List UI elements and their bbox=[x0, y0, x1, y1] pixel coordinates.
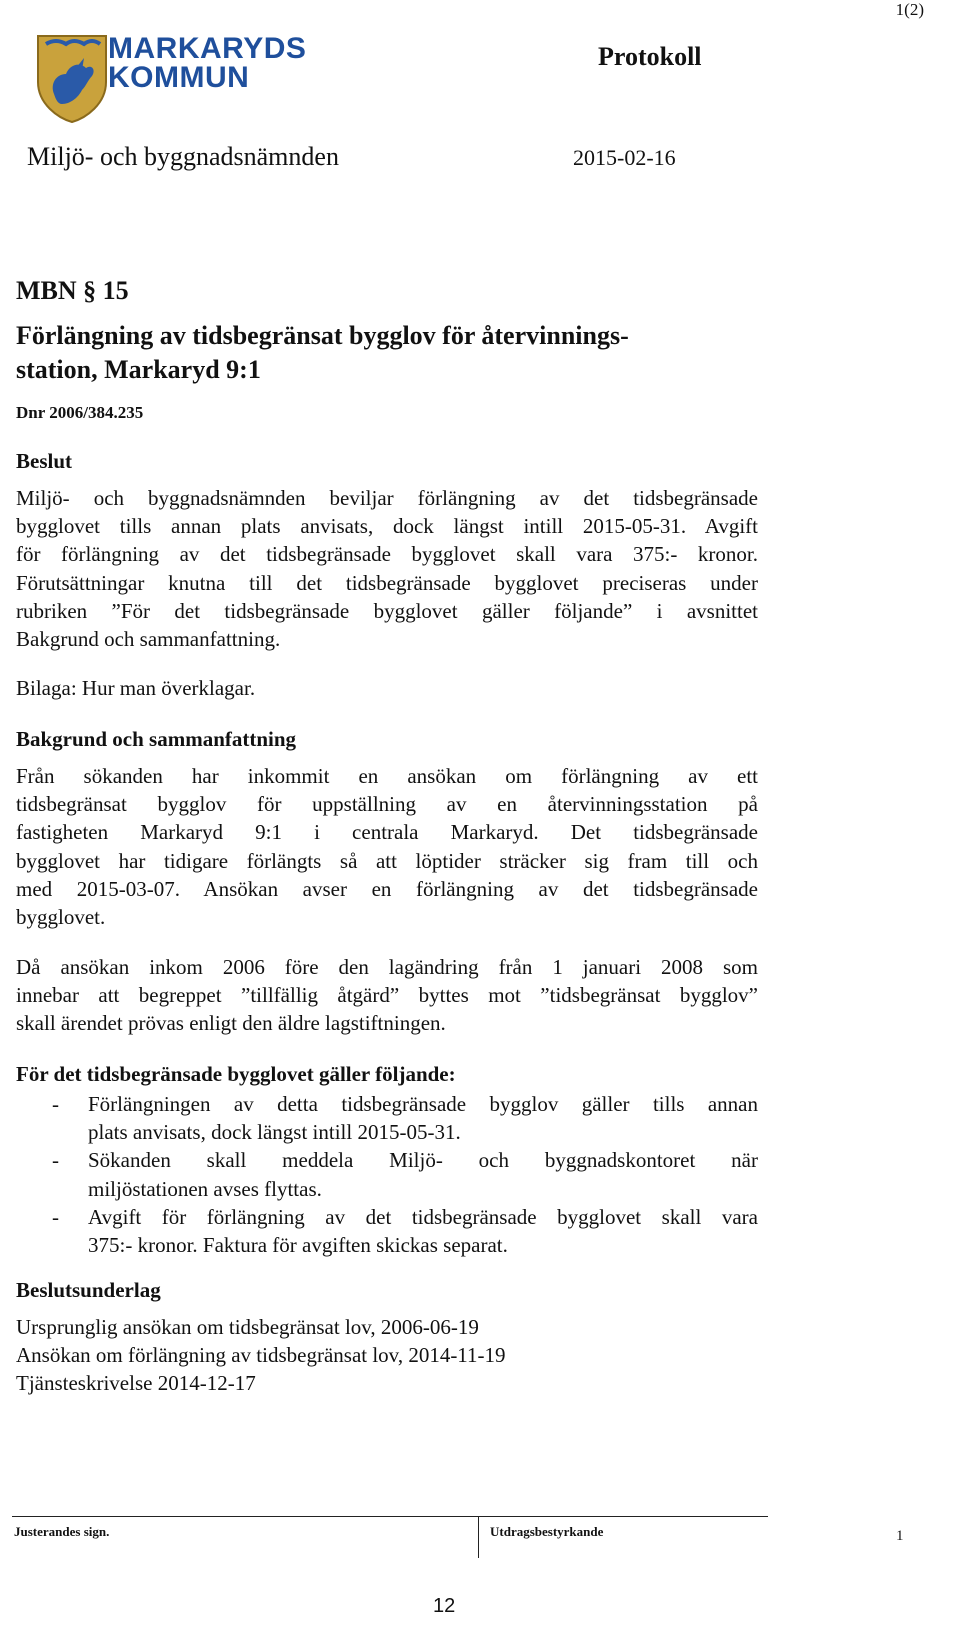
diary-number: Dnr 2006/384.235 bbox=[16, 403, 144, 422]
bakgrund-paragraph-1 bbox=[16, 762, 758, 931]
text-line: bygglovet tills annan plats anvisats, dock längst intill 2015-05-31. Avgift bbox=[16, 514, 758, 539]
footer-vertical-divider bbox=[478, 1516, 479, 1558]
text-line: 375:- kronor. Faktura för avgiften skickas separat. bbox=[88, 1233, 508, 1258]
list-item: Ansökan om förlängning av tidsbegränsat lov, 2014-11-19 bbox=[16, 1343, 506, 1368]
list-item: - Avgift för förlängning av det tidsbegränsade bygglovet skall vara 375:- kronor. Faktura för avgiften skickas separat. bbox=[16, 1203, 758, 1259]
bilaga-note: Bilaga: Hur man överklagar. bbox=[16, 676, 256, 700]
text-line: Från sökanden har inkommit en ansökan om förlängning av ett bbox=[16, 764, 758, 788]
text-line: Bakgrund och sammanfattning. bbox=[16, 627, 281, 652]
document-type: Protokoll bbox=[598, 42, 702, 71]
text-line: miljöstationen avses flyttas. bbox=[88, 1176, 322, 1201]
villkor-heading: För det tidsbegränsade bygglovet gäller följande: bbox=[16, 1062, 456, 1086]
footer-page-number: 1 bbox=[896, 1528, 904, 1544]
section-number: MBN § 15 bbox=[16, 276, 129, 305]
justerandes-label: Justerandes sign. bbox=[14, 1524, 110, 1539]
bakgrund-paragraph-2 bbox=[16, 953, 758, 1038]
list-item: - Förlängningen av detta tidsbegränsade bygglov gäller tills annan plats anvisats, dock längst intill 2015-05-31. bbox=[16, 1090, 758, 1146]
meeting-date: 2015-02-16 bbox=[573, 145, 676, 170]
underlag-list bbox=[16, 1313, 506, 1398]
text-line: Miljö- och byggnadsnämnden beviljar förlängning av det tidsbegränsade bbox=[16, 486, 758, 510]
bakgrund-heading: Bakgrund och sammanfattning bbox=[16, 727, 297, 751]
utdrag-label: Utdragsbestyrkande bbox=[490, 1524, 604, 1539]
footer-divider bbox=[12, 1516, 768, 1517]
text-line: rubriken ”För det tidsbegränsade bygglovet gäller följande” i avsnittet bbox=[16, 598, 758, 623]
text-line: bygglovet. bbox=[16, 905, 106, 930]
coat-of-arms-icon bbox=[36, 34, 108, 124]
underlag-heading: Beslutsunderlag bbox=[16, 1278, 161, 1302]
text-line: Förlängningen av detta tidsbegränsade bygglov gäller tills annan bbox=[88, 1092, 758, 1116]
text-line: med 2015-03-07. Ansökan avser en förlängning av det tidsbegränsade bbox=[16, 876, 758, 901]
text-line: för förlängning av det tidsbegränsade bygglovet skall vara 375:- kronor. bbox=[16, 542, 758, 567]
text-line: tidsbegränsat bygglov för uppställning av en återvinningsstation på bbox=[16, 792, 758, 817]
text-line: Sökanden skall meddela Miljö- och byggnadskontoret när bbox=[88, 1148, 758, 1173]
text-line: skall ärendet prövas enligt den äldre lagstiftningen. bbox=[16, 1011, 446, 1036]
sheet-number: 12 bbox=[433, 1595, 456, 1617]
villkor-list bbox=[16, 1090, 758, 1259]
logo-line-1: MARKARYDS bbox=[108, 32, 307, 65]
list-item: Ursprunglig ansökan om tidsbegränsat lov, 2006-06-19 bbox=[16, 1315, 479, 1339]
beslut-heading: Beslut bbox=[16, 449, 73, 473]
text-line: bygglovet har tidigare förlängts så att löptider sträcker sig fram till och bbox=[16, 848, 758, 873]
text-line: Då ansökan inkom 2006 före den lagändring från 1 januari 2008 som bbox=[16, 955, 758, 979]
text-line: Förutsättningar knutna till det tidsbegränsade bygglovet preciseras under bbox=[16, 570, 758, 595]
beslut-text bbox=[16, 484, 758, 653]
logo-line-2: KOMMUN bbox=[108, 61, 250, 94]
municipality-logo bbox=[36, 32, 336, 132]
case-title-line-2: station, Markaryd 9:1 bbox=[16, 355, 261, 384]
list-item: - Sökanden skall meddela Miljö- och byggnadskontoret när miljöstationen avses flyttas. bbox=[16, 1146, 758, 1202]
list-item: Tjänsteskrivelse 2014-12-17 bbox=[16, 1371, 256, 1396]
page-counter: 1(2) bbox=[895, 0, 924, 19]
text-line: innebar att begreppet ”tillfällig åtgärd” byttes mot ”tidsbegränsat bygglov” bbox=[16, 983, 758, 1008]
committee-name: Miljö- och byggnadsnämnden bbox=[27, 142, 339, 171]
case-title-line-1: Förlängning av tidsbegränsat bygglov för återvinnings- bbox=[16, 321, 629, 350]
text-line: fastigheten Markaryd 9:1 i centrala Markaryd. Det tidsbegränsade bbox=[16, 820, 758, 845]
text-line: Avgift för förlängning av det tidsbegränsade bygglovet skall vara bbox=[88, 1204, 758, 1229]
text-line: plats anvisats, dock längst intill 2015-05-31. bbox=[88, 1120, 461, 1145]
